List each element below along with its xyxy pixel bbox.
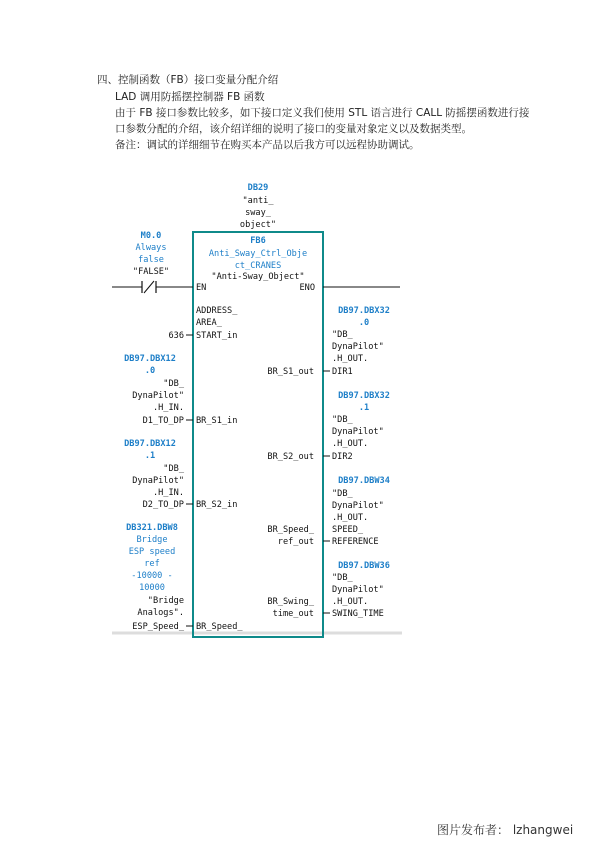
swing-out-symbol-3: .H_OUT. (332, 597, 369, 607)
section-heading: 四、控制函数（FB）接口变量分配介绍 (97, 74, 279, 86)
speed-in-comment-1: Bridge (136, 535, 168, 545)
paragraph-line-2: 口参数分配的介绍，该介绍详细的说明了接口的变量对象定义以及数据类型。 (115, 123, 472, 135)
dir1-out-address-2: .0 (358, 318, 370, 328)
s1-in-symbol-3: .H_IN. (152, 403, 184, 413)
publisher-credit: 图片发布者： lzhangwei (437, 823, 574, 837)
instance-db-symbol-1: "anti_ (242, 196, 274, 206)
s1-in-symbol-1: "DB_ (163, 379, 184, 389)
s1-in-address-2: .0 (144, 366, 156, 376)
dir2-out-symbol-1: "DB_ (332, 415, 353, 425)
fb-name-2: ct_CRANES (234, 261, 282, 271)
pin-br-speed-out-1: BR_Speed_ (267, 525, 314, 535)
speed-out-symbol-1: "DB_ (332, 489, 353, 499)
contact-comment-1: Always (135, 243, 167, 253)
pin-en: EN (196, 283, 207, 293)
pin-address-2: AREA_ (196, 318, 222, 328)
pin-br-speed-out-2: ref_out (277, 537, 314, 547)
instance-db-address: DB29 (247, 183, 269, 193)
pin-br-speed-in: BR_Speed_ (196, 622, 243, 632)
s2-in-address-1: DB97.DBX12 (124, 439, 176, 449)
swing-out-symbol-4: SWING_TIME (332, 609, 384, 619)
speed-out-address: DB97.DBW34 (338, 476, 390, 486)
dir1-out-symbol-2: DynaPilot" (332, 342, 384, 352)
dir2-out-symbol-3: .H_OUT. (332, 439, 369, 449)
fb-symbol: "Anti-Sway_Object" (211, 272, 305, 282)
instance-db-symbol-2: sway_ (245, 208, 271, 218)
speed-out-symbol-5: REFERENCE (332, 537, 379, 547)
speed-in-symbol-3: ESP_Speed_ (132, 622, 184, 632)
contact-comment-2: false (138, 255, 164, 265)
note-line: 备注：调试的详细细节在购买本产品以后我方可以远程协助调试。 (115, 139, 420, 151)
s2-in-symbol-4: D2_TO_DP (142, 500, 184, 510)
lad-subheading: LAD 调用防摇摆控制器 FB 函数 (115, 91, 265, 103)
paragraph-line-1: 由于 FB 接口参数比较多，如下接口定义我们使用 STL 语言进行 CALL 防摇摆函数进行接 (115, 107, 530, 119)
s2-in-address-2: .1 (144, 451, 156, 461)
pin-address-3: START_in (196, 331, 238, 341)
fb-number: FB6 (250, 236, 266, 246)
speed-out-symbol-3: .H_OUT. (332, 513, 369, 523)
speed-in-comment-4: -10000 - (131, 571, 173, 581)
s2-in-symbol-1: "DB_ (163, 464, 184, 474)
contact-address: M0.0 (140, 231, 162, 241)
dir1-out-symbol-3: .H_OUT. (332, 354, 369, 364)
s1-in-symbol-2: DynaPilot" (132, 391, 184, 401)
s1-in-address-1: DB97.DBX12 (124, 354, 176, 364)
speed-in-comment-3: ref (144, 559, 160, 569)
pin-br-s1-out: BR_S1_out (267, 367, 314, 377)
pin-br-s2-in: BR_S2_in (196, 500, 238, 510)
instance-db-symbol-3: object" (239, 220, 277, 230)
s1-in-symbol-4: D1_TO_DP (142, 416, 184, 426)
speed-in-comment-2: ESP speed (128, 547, 176, 557)
dir2-out-symbol-4: DIR2 (332, 452, 353, 462)
pin-br-s2-out: BR_S2_out (267, 452, 314, 462)
pin-br-swing-out-2: time_out (272, 609, 314, 619)
dir1-out-symbol-4: DIR1 (332, 367, 353, 377)
pin-br-swing-out-1: BR_Swing_ (267, 597, 314, 607)
pin-eno: ENO (299, 283, 315, 293)
address-value: 636 (168, 331, 184, 341)
swing-out-symbol-2: DynaPilot" (332, 585, 384, 595)
speed-in-symbol-2: Analogs". (137, 608, 184, 618)
dir2-out-address-2: .1 (358, 403, 370, 413)
s2-in-symbol-3: .H_IN. (152, 488, 184, 498)
pin-br-s1-in: BR_S1_in (196, 416, 238, 426)
nc-contact-symbol (142, 281, 156, 293)
contact-symbol: "FALSE" (132, 267, 170, 277)
dir2-out-symbol-2: DynaPilot" (332, 427, 384, 437)
swing-out-symbol-1: "DB_ (332, 573, 353, 583)
speed-out-symbol-4: SPEED_ (332, 525, 364, 535)
s2-in-symbol-2: DynaPilot" (132, 476, 184, 486)
speed-in-symbol-1: "Bridge (147, 596, 184, 606)
speed-in-address: DB321.DBW8 (126, 523, 178, 533)
dir2-out-address-1: DB97.DBX32 (338, 391, 390, 401)
pin-address-1: ADDRESS_ (196, 306, 238, 316)
speed-out-symbol-2: DynaPilot" (332, 501, 384, 511)
swing-out-address: DB97.DBW36 (338, 561, 390, 571)
speed-in-comment-5: 10000 (139, 583, 165, 593)
dir1-out-symbol-1: "DB_ (332, 330, 353, 340)
fb-name-1: Anti_Sway_Ctrl_Obje (208, 249, 308, 259)
dir1-out-address-1: DB97.DBX32 (338, 306, 390, 316)
